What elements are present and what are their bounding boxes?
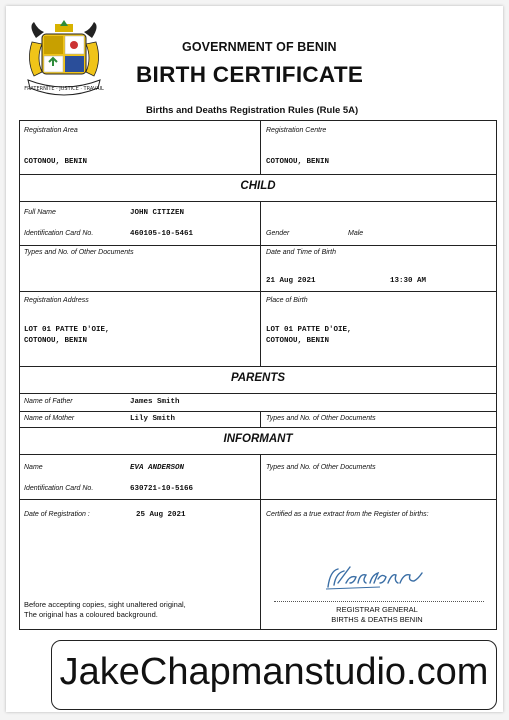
registrar-line-2: BIRTHS & DEATHS BENIN xyxy=(331,615,423,624)
pob-line2: COTONOU, BENIN xyxy=(266,337,330,345)
child-full-name-label: Full Name xyxy=(24,209,56,216)
registration-area-value: COTONOU, BENIN xyxy=(24,158,88,166)
coat-of-arms-emblem xyxy=(22,20,106,104)
pob-label: Place of Birth xyxy=(266,297,308,304)
child-id-value: 460105-10-5461 xyxy=(130,230,194,238)
gender-label: Gender xyxy=(266,230,290,237)
mother-value: Lily Smith xyxy=(130,415,176,423)
registrar-line-1: REGISTRAR GENERAL xyxy=(336,605,418,614)
dob-label: Date and Time of Birth xyxy=(266,249,336,256)
registration-centre-value: COTONOU, BENIN xyxy=(266,158,330,166)
svg-text:FRATERNITE · JUSTICE · TRAVAIL: FRATERNITE · JUSTICE · TRAVAIL xyxy=(24,86,104,92)
document-title: BIRTH CERTIFICATE xyxy=(136,62,364,87)
certified-extract-text: Certified as a true extract from the Register of births: xyxy=(266,511,429,518)
informant-other-docs-label: Types and No. of Other Documents xyxy=(266,464,376,471)
informant-id-value: 630721-10-5166 xyxy=(130,485,194,493)
registration-area-label: Registration Area xyxy=(24,127,78,134)
dob-date-value: 21 Aug 2021 xyxy=(266,277,316,285)
certificate-sheet xyxy=(6,6,503,712)
watermark-text: JakeChapmanstudio.com xyxy=(59,651,489,693)
child-address-line1: LOT 01 PATTE D'OIE, xyxy=(24,326,110,334)
mother-label: Name of Mother xyxy=(24,415,75,422)
gender-value: Male xyxy=(348,230,364,237)
registration-date-label: Date of Registration : xyxy=(24,511,90,518)
child-section-title: CHILD xyxy=(240,180,276,192)
child-id-label: Identification Card No. xyxy=(24,230,94,237)
child-address-label: Registration Address xyxy=(24,297,89,304)
father-value: James Smith xyxy=(130,398,180,406)
pob-line1: LOT 01 PATTE D'OIE, xyxy=(266,326,352,334)
note-line-2: The original has a coloured background. xyxy=(24,610,158,619)
child-other-docs-label: Types and No. of Other Documents xyxy=(24,249,134,256)
child-address-line2: COTONOU, BENIN xyxy=(24,337,88,345)
government-heading: GOVERNMENT OF BENIN xyxy=(182,40,337,54)
father-label: Name of Father xyxy=(24,398,73,405)
watermark-box xyxy=(51,640,497,710)
registration-centre-label: Registration Centre xyxy=(266,127,327,134)
dob-time-value: 13:30 AM xyxy=(390,277,427,285)
parents-section-title: PARENTS xyxy=(230,372,286,384)
informant-section-title: INFORMANT xyxy=(223,433,293,445)
informant-name-value: EVA ANDERSON xyxy=(130,464,185,472)
registration-date-value: 25 Aug 2021 xyxy=(136,511,186,519)
child-full-name-value: JOHN CITIZEN xyxy=(130,209,185,217)
certificate-form xyxy=(19,120,497,630)
informant-id-label: Identification Card No. xyxy=(24,485,94,492)
rule-subtitle: Births and Deaths Registration Rules (Rule 5A) xyxy=(146,105,359,116)
registrar-signature xyxy=(320,561,430,593)
parents-other-docs-label: Types and No. of Other Documents xyxy=(266,415,376,422)
informant-name-label: Name xyxy=(24,464,43,471)
note-line-1: Before accepting copies, sight unaltered original, xyxy=(24,600,186,609)
